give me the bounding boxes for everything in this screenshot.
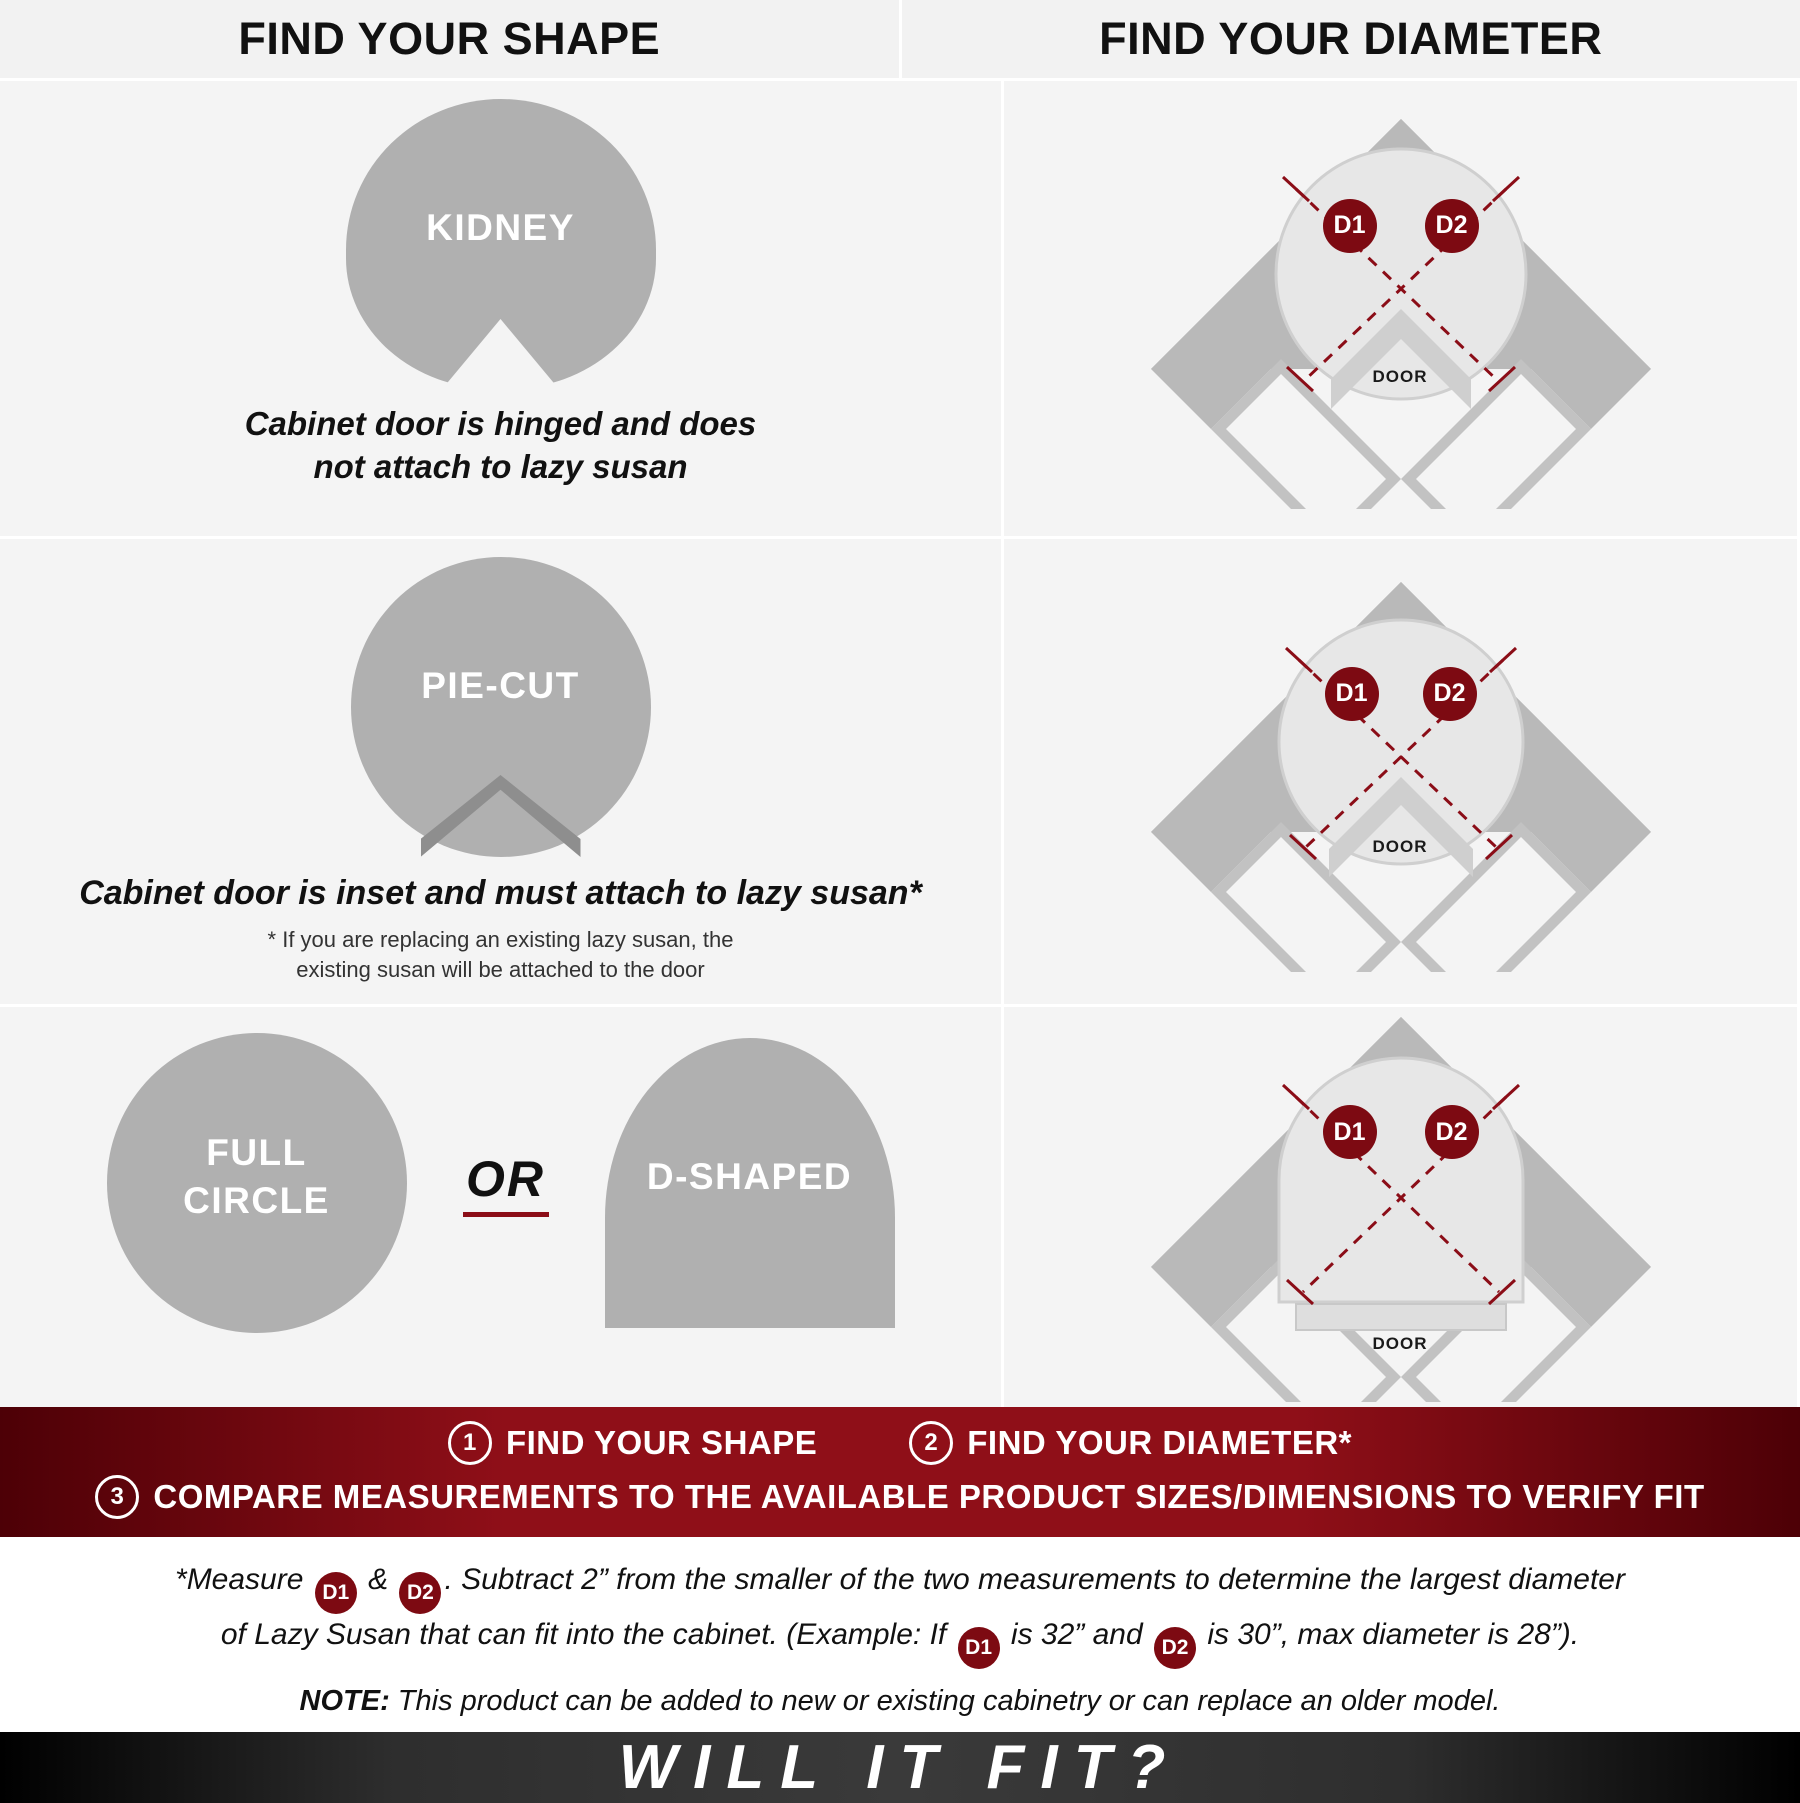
d-shaped-shape-graphic — [605, 1038, 895, 1328]
steps-banner — [0, 1407, 1800, 1537]
cabinet-svg-piecut — [1091, 572, 1711, 972]
footnote-part-1: *Measure — [175, 1563, 312, 1596]
piecut-shape-graphic — [351, 557, 651, 857]
footnote-line2-part-1: of Lazy Susan that can fit into the cabinet. (Example: If — [221, 1618, 955, 1651]
full-circle-shape-graphic — [107, 1033, 407, 1333]
cell-kidney-shape — [0, 81, 1004, 536]
steps-banner-line-2 — [0, 1475, 1800, 1519]
kidney-label: KIDNEY — [346, 207, 656, 249]
door-label: DOOR — [1373, 837, 1428, 857]
header-find-your-shape: FIND YOUR SHAPE — [0, 0, 902, 78]
footnote-line-2 — [38, 1614, 1762, 1669]
or-text: OR — [463, 1150, 549, 1208]
step-1-number: 1 — [448, 1421, 492, 1465]
cell-dshaped-diameter — [1004, 1007, 1797, 1407]
d2-badge: D2 — [1425, 199, 1479, 253]
door-label: DOOR — [1373, 1334, 1428, 1354]
footnote-line2-d2-chip: D2 — [1154, 1627, 1196, 1669]
cabinet-diagram-kidney — [1091, 109, 1711, 509]
row-piecut — [0, 536, 1800, 1004]
d1-badge: D1 — [1325, 667, 1379, 721]
step-3 — [95, 1475, 1704, 1519]
step-2-number: 2 — [909, 1421, 953, 1465]
piecut-subcaption-line1: * If you are replacing an existing lazy susan, the — [268, 927, 734, 952]
piecut-caption: Cabinet door is inset and must attach to lazy susan* — [49, 871, 952, 915]
d1-badge: D1 — [1323, 1105, 1377, 1159]
piecut-label: PIE-CUT — [351, 665, 651, 707]
shape-pair — [107, 1033, 895, 1333]
step-2-text: FIND YOUR DIAMETER* — [967, 1424, 1352, 1462]
footnote-part-3: . Subtract 2” from the smaller of the two measurements to determine the largest diameter — [444, 1563, 1625, 1596]
footnote-line2-d1-chip: D1 — [958, 1627, 1000, 1669]
piecut-subcaption — [268, 925, 734, 984]
d2-badge: D2 — [1423, 667, 1477, 721]
kidney-caption-line2: not attach to lazy susan — [313, 448, 687, 485]
piecut-subcaption-line2: existing susan will be attached to the door — [296, 957, 704, 982]
footnote-part-2: & — [360, 1563, 397, 1596]
footnote-d1-chip: D1 — [315, 1572, 357, 1614]
content-grid — [0, 78, 1800, 1407]
cabinet-diagram-dshaped — [1091, 1012, 1711, 1402]
note-text: This product can be added to new or existing cabinetry or can replace an older model. — [390, 1685, 1501, 1717]
kidney-caption — [215, 403, 787, 489]
d-shaped-label: D-SHAPED — [605, 1156, 895, 1198]
full-circle-label-line2: CIRCLE — [183, 1180, 330, 1221]
step-1-text: FIND YOUR SHAPE — [506, 1424, 817, 1462]
header-row — [0, 0, 1800, 78]
full-circle-label-line1: FULL — [206, 1132, 307, 1173]
footnote-line-1 — [38, 1559, 1762, 1614]
step-1 — [448, 1421, 817, 1465]
cabinet-svg-kidney — [1091, 109, 1711, 509]
or-underline — [463, 1212, 549, 1217]
kidney-caption-line1: Cabinet door is hinged and does — [245, 405, 757, 442]
cell-piecut-diameter — [1004, 539, 1797, 1004]
cell-kidney-diameter — [1004, 81, 1797, 536]
or-separator — [463, 1150, 549, 1217]
door-label: DOOR — [1373, 367, 1428, 387]
bottom-bar-title: WILL IT FIT? — [619, 1732, 1182, 1803]
cell-fullcircle-dshaped-shape — [0, 1007, 1004, 1407]
footnote-line2-part-3: is 30”, max diameter is 28”). — [1199, 1618, 1579, 1651]
footnote-block — [0, 1537, 1800, 1732]
d1-badge: D1 — [1323, 199, 1377, 253]
header-find-your-diameter: FIND YOUR DIAMETER — [902, 0, 1800, 78]
note-line — [38, 1685, 1762, 1718]
bottom-bar — [0, 1732, 1800, 1803]
cabinet-diagram-piecut — [1091, 572, 1711, 972]
full-circle-label — [107, 1129, 407, 1225]
footnote-d2-chip: D2 — [399, 1572, 441, 1614]
steps-banner-line-1 — [0, 1421, 1800, 1465]
cell-piecut-shape — [0, 539, 1004, 1004]
step-3-text: COMPARE MEASUREMENTS TO THE AVAILABLE PRODUCT SIZES/DIMENSIONS TO VERIFY FIT — [153, 1478, 1704, 1516]
d2-badge: D2 — [1425, 1105, 1479, 1159]
kidney-shape-graphic — [346, 99, 656, 389]
note-label: NOTE: — [300, 1685, 390, 1717]
footnote-line2-part-2: is 32” and — [1003, 1618, 1151, 1651]
piecut-body — [351, 557, 651, 857]
step-3-number: 3 — [95, 1475, 139, 1519]
row-fullcircle-dshaped — [0, 1004, 1800, 1407]
step-2 — [909, 1421, 1352, 1465]
row-kidney — [0, 78, 1800, 536]
